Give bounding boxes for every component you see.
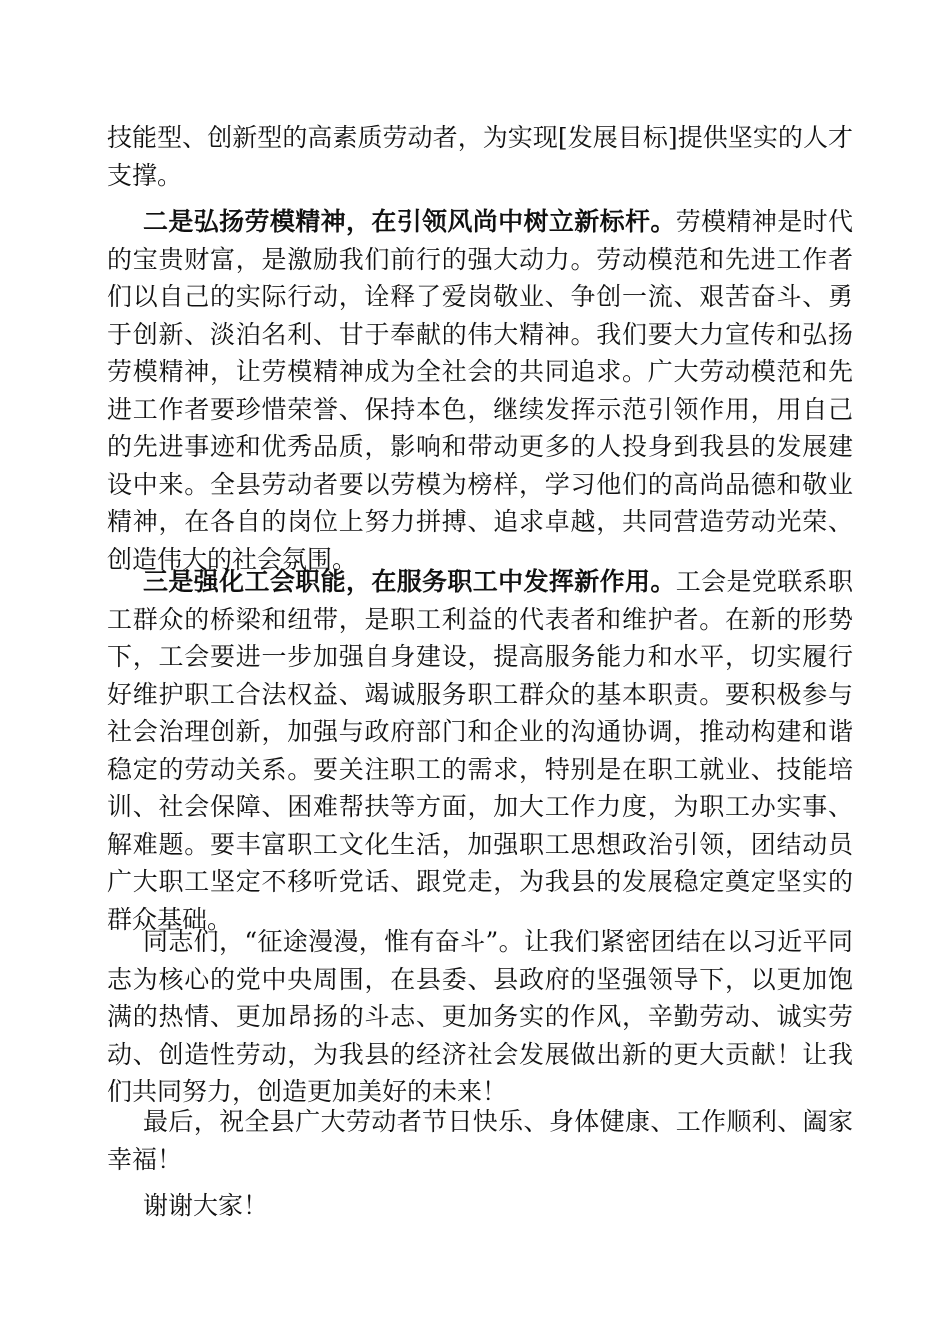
- paragraph-text: 技能型、创新型的高素质劳动者，为实现[发展目标]提供坚实的人才支撑。: [107, 123, 853, 190]
- paragraph-heading: 三是强化工会职能，在服务职工中发挥新作用。: [143, 567, 676, 596]
- paragraph-text: 谢谢大家！: [143, 1191, 269, 1220]
- paragraph-body: [107, 563, 853, 938]
- paragraph-heading: 二是弘扬劳模精神，在引领风尚中树立新标杆。: [143, 207, 676, 236]
- paragraph-text: 劳模精神是时代的宝贵财富，是激励我们前行的强大动力。劳动模范和先进工作者们以自己的实际行动，诠释了爱岗敬业、争创一流、艰苦奋斗、勇于创新、淡泊名利、甘于奉献的伟大精神。我们要大力宣传和弘扬劳模精神，让劳模精神成为全社会的共同追求。广大劳动模范和先进工作者要珍惜荣誉、保持本色，继续发挥示范引领作用，用自己的先进事迹和优秀品质，影响和带动更多的人投身到我县的发展建设中来。全县劳动者要以劳模为榜样，学习他们的高尚品德和敬业精神，在各自的岗位上努力拼搏、追求卓越，共同营造劳动光荣、创造伟大的社会氛围。: [107, 207, 853, 574]
- paragraph-thanks: [107, 1187, 853, 1225]
- paragraph-continuation: [107, 119, 853, 194]
- paragraph-holiday-wishes: [107, 1103, 853, 1178]
- paragraph-union-functions: [107, 563, 853, 938]
- paragraph-labor-model-spirit: [107, 203, 853, 578]
- paragraph-closing-call: [107, 923, 853, 1111]
- paragraph-text: 最后，祝全县广大劳动者节日快乐、身体健康、工作顺利、阖家幸福！: [107, 1107, 853, 1174]
- paragraph-text: 工会是党联系职工群众的桥梁和纽带，是职工利益的代表者和维护者。在新的形势下，工会要进一步加强自身建设，提高服务能力和水平，切实履行好维护职工合法权益、竭诚服务职工群众的基本职责。要积极参与社会治理创新，加强与政府部门和企业的沟通协调，推动构建和谐稳定的劳动关系。要关注职工的需求，特别是在职工就业、技能培训、社会保障、困难帮扶等方面，加大工作力度，为职工办实事、解难题。要丰富职工文化生活，加强职工思想政治引领，团结动员广大职工坚定不移听党话、跟党走，为我县的发展稳定奠定坚实的群众基础。: [107, 567, 853, 934]
- paragraph-text: 同志们，“征途漫漫，惟有奋斗”。让我们紧密团结在以习近平同志为核心的党中央周围，在县委、县政府的坚强领导下，以更加饱满的热情、更加昂扬的斗志、更加务实的作风，辛勤劳动、诚实劳动、创造性劳动，为我县的经济社会发展做出新的更大贡献！让我们共同努力，创造更加美好的未来！: [107, 927, 853, 1106]
- paragraph-body: [107, 203, 853, 578]
